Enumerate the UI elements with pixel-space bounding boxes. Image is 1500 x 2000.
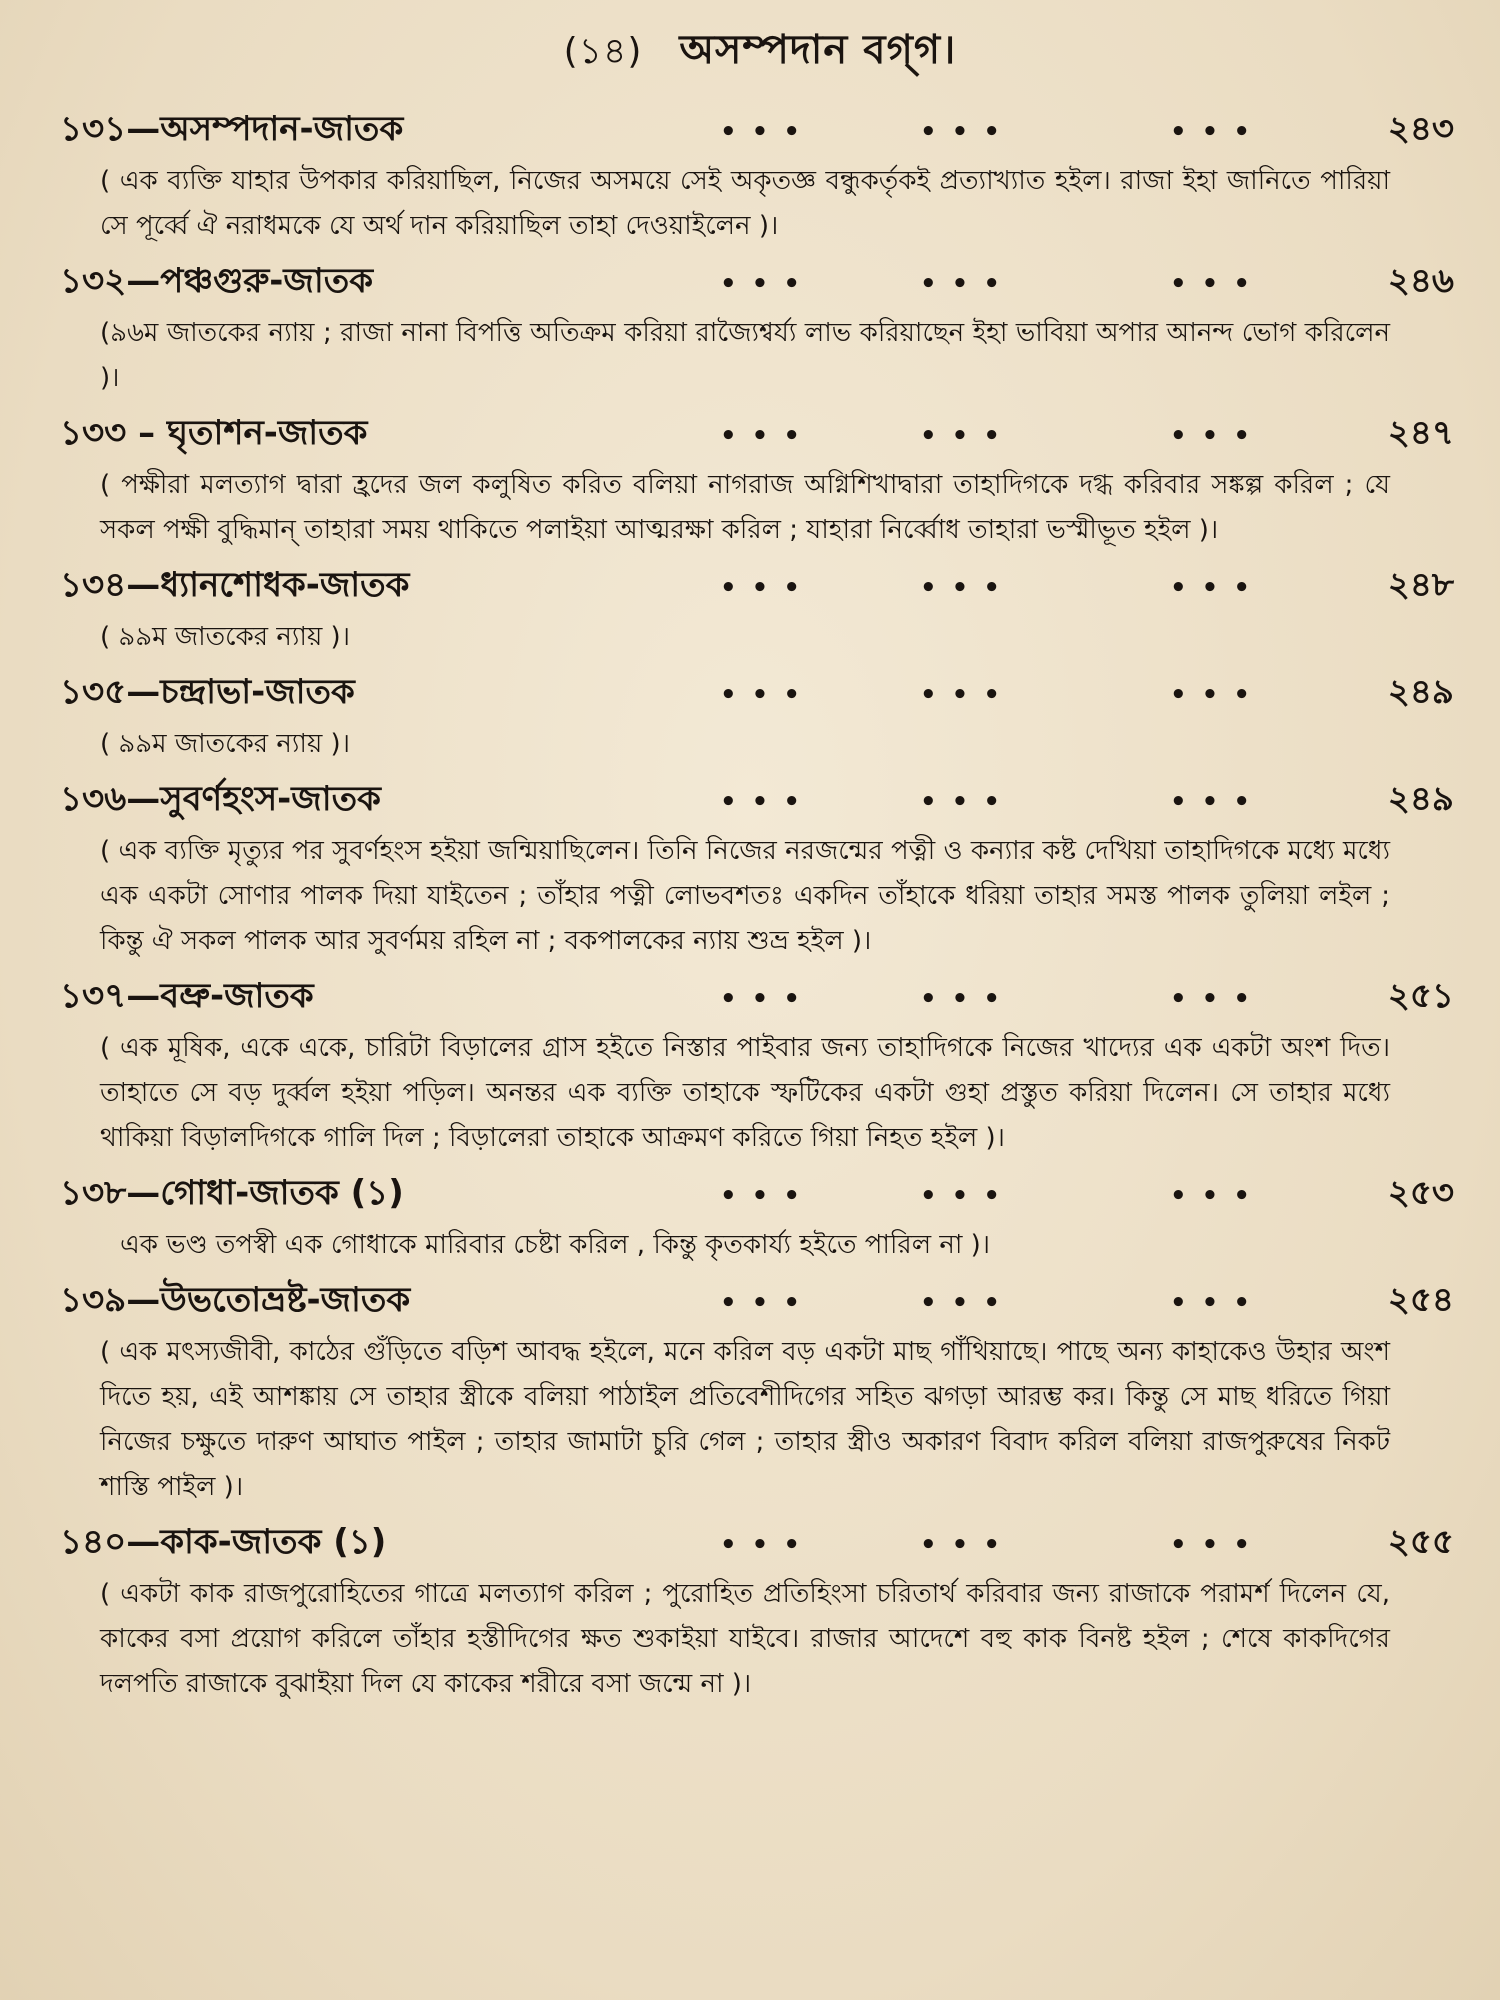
entry-title: ১৩৭—বভ্রু-জাতক xyxy=(60,976,314,1016)
leader-dots: • • • xyxy=(920,1288,1003,1318)
entry-summary: ( ৯৯ম জাতকের ন্যায় )। xyxy=(100,729,350,759)
entry-heading-row xyxy=(60,1167,1460,1223)
entry-list xyxy=(60,103,1460,1707)
entry-page-number: ২৪৯ xyxy=(1387,672,1454,712)
entry-summary: ( এক ব্যক্তি যাহার উপকার করিয়াছিল, নিজের অসময়ে সেই অকৃতজ্ঞ বন্ধুকর্তৃকই প্রত্যাখ্যাত হইল। রাজা ইহা জানিতে পারিয়া সে পূর্ব্বে ঐ নরাধমকে যে অর্থ দান করিয়াছিল তাহা দেওয়াইলেন )। xyxy=(100,166,1390,241)
jataka-entry xyxy=(60,666,1460,767)
entry-summary: (৯৬ম জাতকের ন্যায় ; রাজা নানা বিপত্তি অতিক্রম করিয়া রাজ্যৈশ্বর্য্য লাভ করিয়াছেন ইহা ভাবিয়া অপার আনন্দ ভোগ করিলেন )। xyxy=(100,318,1390,393)
entry-title: ১৩৫—চন্দ্রাভা-জাতক xyxy=(60,672,355,712)
entry-page-number: ২৫৪ xyxy=(1387,1280,1454,1320)
entry-title: ১৩১—অসম্পদান-জাতক xyxy=(60,109,404,149)
section-number: (১৪) xyxy=(563,31,643,72)
leader-dots: • • • xyxy=(720,1181,803,1211)
jataka-entry xyxy=(60,773,1460,964)
entry-summary: ( ৯৯ম জাতকের ন্যায় )। xyxy=(100,622,350,652)
leader-dots: • • • xyxy=(920,117,1003,147)
entry-summary: ( এক মৎস্যজীবী, কাঠের গুঁড়িতে বড়িশ আবদ্ধ হইলে, মনে করিল বড় একটা মাছ গাঁথিয়াছে। পাছে অন্য কাহাকেও উহার অংশ দিতে হয়, এই আশঙ্কায় সে তাহার স্ত্রীকে বলিয়া পাঠাইল প্রতিবেশীদিগের সহিত ঝগড়া আরম্ভ কর। কিন্তু সে মাছ ধরিতে গিয়া নিজের চক্ষুতে দারুণ আঘাত পাইল ; তাহার জামাটা চুরি গেল ; তাহার স্ত্রীও অকারণ বিবাদ করিল বলিয়া রাজপুরুষের নিকট শাস্তি পাইল )। xyxy=(100,1337,1390,1502)
jataka-entry xyxy=(60,1167,1460,1268)
leader-dots: • • • xyxy=(720,680,803,710)
leader-dots: • • • xyxy=(1170,680,1253,710)
entry-heading-row xyxy=(60,559,1460,615)
entry-page-number: ২৫১ xyxy=(1387,976,1454,1016)
leader-dots: • • • xyxy=(1170,984,1253,1014)
leader-dots: • • • xyxy=(720,421,803,451)
leader-dots: • • • xyxy=(720,1530,803,1560)
entry-title: ১৪০—কাক-জাতক (১) xyxy=(60,1522,387,1562)
leader-dots: • • • xyxy=(920,680,1003,710)
entry-title: ১৩৯—উভতোভ্রষ্ট-জাতক xyxy=(60,1280,411,1320)
entry-heading-row xyxy=(60,1274,1460,1330)
leader-dots: • • • xyxy=(920,1530,1003,1560)
entry-page-number: ২৪৬ xyxy=(1387,261,1454,301)
entry-page-number: ২৫৩ xyxy=(1387,1173,1454,1213)
entry-page-number: ২৪৯ xyxy=(1387,779,1454,819)
entry-title: ১৩২—পঞ্চগুরু-জাতক xyxy=(60,261,373,301)
entry-page-number: ২৪৩ xyxy=(1387,109,1454,149)
leader-dots: • • • xyxy=(1170,421,1253,451)
entry-summary: ( পক্ষীরা মলত্যাগ দ্বারা হ্রদের জল কলুষিত করিত বলিয়া নাগরাজ অগ্নিশিখাদ্বারা তাহাদিগকে দগ্ধ করিবার সঙ্কল্প করিল ; যে সকল পক্ষী বুদ্ধিমান্ তাহারা সময় থাকিতে পলাইয়া আত্মরক্ষা করিল ; যাহারা নির্ব্বোধ তাহারা ভস্মীভূত হইল )। xyxy=(100,470,1390,545)
leader-dots: • • • xyxy=(1170,1181,1253,1211)
jataka-entry xyxy=(60,970,1460,1161)
leader-dots: • • • xyxy=(920,421,1003,451)
leader-dots: • • • xyxy=(720,1288,803,1318)
leader-dots: • • • xyxy=(720,984,803,1014)
entry-heading-row xyxy=(60,970,1460,1026)
entry-page-number: ২৪৮ xyxy=(1387,565,1454,605)
entry-heading-row xyxy=(60,1516,1460,1572)
entry-title: ১৩৪—ধ্যানশোধক-জাতক xyxy=(60,565,410,605)
jataka-entry xyxy=(60,407,1460,553)
leader-dots: • • • xyxy=(1170,573,1253,603)
leader-dots: • • • xyxy=(1170,787,1253,817)
entry-summary: ( এক মূষিক, একে একে, চারিটা বিড়ালের গ্রাস হইতে নিস্তার পাইবার জন্য তাহাদিগকে নিজের খাদ্যের এক একটা অংশ দিত। তাহাতে সে বড় দুর্ব্বল হইয়া পড়িল। অনন্তর এক ব্যক্তি তাহাকে স্ফটিকের একটা গুহা প্রস্তুত করিয়া দিলেন। সে তাহার মধ্যে থাকিয়া বিড়ালদিগকে গালি দিল ; বিড়ালেরা তাহাকে আক্রমণ করিতে গিয়া নিহত হইল )। xyxy=(100,1033,1390,1153)
entry-title: ১৩৮—গোধা-জাতক (১) xyxy=(60,1173,404,1213)
leader-dots: • • • xyxy=(720,573,803,603)
leader-dots: • • • xyxy=(920,787,1003,817)
leader-dots: • • • xyxy=(1170,269,1253,299)
section-title: অসম্পদান বগ্‌গ। xyxy=(679,27,957,73)
jataka-entry xyxy=(60,255,1460,401)
entry-page-number: ২৪৭ xyxy=(1387,413,1454,453)
leader-dots: • • • xyxy=(920,1181,1003,1211)
entry-title: ১৩৩ – ঘৃতাশন-জাতক xyxy=(60,413,368,453)
leader-dots: • • • xyxy=(920,573,1003,603)
entry-summary: এক ভণ্ড তপস্বী এক গোধাকে মারিবার চেষ্টা করিল , কিন্তু কৃতকার্য্য হইতে পারিল না )। xyxy=(120,1230,991,1260)
entry-summary: ( একটা কাক রাজপুরোহিতের গাত্রে মলত্যাগ করিল ; পুরোহিত প্রতিহিংসা চরিতার্থ করিবার জন্য রাজাকে পরামর্শ দিলেন যে, কাকের বসা প্রয়োগ করিলে তাঁহার হস্তীদিগের ক্ষত শুকাইয়া যাইবে। রাজার আদেশে বহু কাক বিনষ্ট হইল ; শেষে কাকদিগের দলপতি রাজাকে বুঝাইয়া দিল যে কাকের শরীরে বসা জন্মে না )। xyxy=(100,1579,1390,1699)
entry-heading-row xyxy=(60,407,1460,463)
jataka-entry xyxy=(60,559,1460,660)
entry-summary: ( এক ব্যক্তি মৃত্যুর পর সুবর্ণহংস হইয়া জন্মিয়াছিলেন। তিনি নিজের নরজন্মের পত্নী ও কন্যার কষ্ট দেখিয়া তাহাদিগকে মধ্যে মধ্যে এক একটা সোণার পালক দিয়া যাইতেন ; তাঁহার পত্নী লোভবশতঃ একদিন তাঁহাকে ধরিয়া তাহার সমস্ত পালক তুলিয়া লইল ; কিন্তু ঐ সকল পালক আর সুবর্ণময় রহিল না ; বকপালকের ন্যায় শুভ্র হইল )। xyxy=(100,836,1390,956)
entry-page-number: ২৫৫ xyxy=(1387,1522,1454,1562)
entry-heading-row xyxy=(60,773,1460,829)
leader-dots: • • • xyxy=(920,269,1003,299)
entry-heading-row xyxy=(60,103,1460,159)
entry-heading-row xyxy=(60,255,1460,311)
leader-dots: • • • xyxy=(1170,117,1253,147)
leader-dots: • • • xyxy=(1170,1288,1253,1318)
entry-heading-row xyxy=(60,666,1460,722)
leader-dots: • • • xyxy=(720,117,803,147)
section-heading xyxy=(60,18,1460,85)
leader-dots: • • • xyxy=(1170,1530,1253,1560)
leader-dots: • • • xyxy=(920,984,1003,1014)
entry-title: ১৩৬—সুবর্ণহংস-জাতক xyxy=(60,779,381,819)
jataka-entry xyxy=(60,103,1460,249)
jataka-entry xyxy=(60,1516,1460,1707)
leader-dots: • • • xyxy=(720,787,803,817)
jataka-entry xyxy=(60,1274,1460,1510)
leader-dots: • • • xyxy=(720,269,803,299)
